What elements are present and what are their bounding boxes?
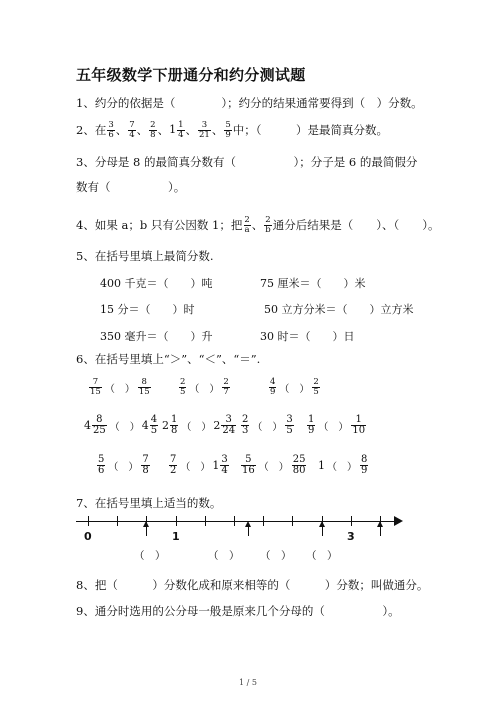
q5-item-3: 15 分＝（ ）时 [100,303,195,316]
number-line [76,521,398,522]
fraction-denominator: 6 [108,129,114,140]
fraction-numerator: 4 [150,414,158,425]
q2-separator: 、 [185,123,198,137]
fraction [128,121,135,139]
comparison-item [240,455,307,476]
comparison-blank: （ ） [252,422,283,433]
fraction [198,121,211,139]
fraction [292,455,307,476]
number-line-arrow [394,516,403,526]
fraction-numerator: 1 [171,414,178,425]
fraction-numerator: 5 [98,454,105,465]
comparison-blank: （ ） [181,422,212,433]
fraction-denominator: 8 [150,129,156,140]
number-line-label-3: 3 [347,530,355,543]
fraction-denominator: 21 [199,129,210,140]
q5-item-2: 75 厘米＝（ ）米 [260,277,366,290]
fraction [107,121,114,139]
fraction-numerator: 5 [245,454,252,465]
fraction [285,415,293,436]
fraction-denominator: 5 [150,425,158,436]
fraction-denominator: 5 [180,386,186,397]
fraction-numerator: 8 [96,414,103,425]
fraction-denominator: 4 [129,129,135,140]
comparison-item [162,415,237,436]
number-line-tick [176,516,177,526]
fraction [243,216,250,234]
page-title: 五年级数学下册通分和约分测试题 [76,66,306,84]
fraction-denominator: 80 [292,465,306,476]
comparison-item [168,455,230,476]
q2-prefix: 2、在 [76,123,107,137]
comparison-item [306,415,367,436]
comparison-item [88,378,152,396]
number-line-tick [234,516,235,526]
question-8: 8、把（ ）分数化成和原来相等的（ ）分数；叫做通分。 [76,578,429,592]
fraction-whole: 4 [141,419,149,432]
number-line-tick [205,516,206,526]
fraction [307,415,315,436]
number-line-tick [351,516,352,526]
fraction [220,455,228,476]
fraction [92,415,107,436]
fraction-denominator: 25 [93,425,106,436]
fraction [241,415,249,436]
q2-suffix: 中；（ ）是最简真分数。 [232,123,389,137]
fraction [170,415,178,436]
fraction-numerator: 2 [265,215,271,225]
q2-separator: 、 [136,123,149,137]
number-line-blank: （ ） [208,550,240,562]
fraction-numerator: 2 [244,215,250,225]
fraction [224,121,231,139]
fraction [169,455,177,476]
comparison-blank: （ ） [258,462,289,473]
number-line-tick [146,516,147,526]
fraction [360,455,368,476]
fraction [312,378,319,396]
fraction-whole: 1 [212,459,220,472]
fraction-numerator: 3 [221,454,228,465]
fraction-denominator: 6 [98,465,105,476]
number-line-tick [117,516,118,526]
fraction-numerator: 2 [223,377,229,387]
fraction [222,378,229,396]
comparison-item [84,415,159,436]
fraction-numerator: 8 [141,377,147,387]
number-line-tick [263,516,264,526]
comparison-item [240,415,295,436]
comparison-blank: （ ） [189,383,220,395]
comparison-blank: （ ） [327,462,357,473]
fraction-denominator: 5 [313,386,319,397]
number-line-tick [322,516,323,526]
comparison-item [178,378,231,396]
q4-prefix: 4、如果 a；b 只有公因数 1；把 [76,218,243,232]
q2-separator: 、 [115,123,128,137]
number-line-tick [88,516,89,526]
fraction [269,378,276,396]
fraction [149,121,156,139]
fraction-numerator: 7 [142,454,149,465]
fraction-whole: 4 [84,419,91,432]
fraction-denominator: 9 [361,465,368,476]
question-7: 7、在括号里填上适当的数。 [76,496,222,510]
fraction-denominator: 2 [170,465,177,476]
fraction-whole: 1 [318,459,325,472]
fraction-denominator: a [244,224,250,235]
question-1: 1、约分的依据是（ ）；约分的结果通常要得到（ ）分数。 [76,96,423,110]
fraction [150,415,158,436]
number-line-label-1: 1 [172,530,180,543]
fraction-numerator: 7 [170,454,177,465]
page-number: 1 / 5 [239,678,257,687]
fraction-denominator: 8 [171,425,178,436]
number-line-label-0: 0 [84,530,92,543]
q2-separator: 、 [157,123,170,137]
q2-separator: 、 [211,123,224,137]
fraction-numerator: 1 [308,414,315,425]
fraction-numerator: 2 [150,120,156,130]
fraction-denominator: 9 [225,129,231,140]
fraction [221,415,236,436]
fraction-numerator: 1 [355,414,362,425]
number-line-blank: （ ） [134,550,166,562]
q5-item-6: 30 时＝（ ）日 [260,330,355,343]
fraction-whole: 2 [213,419,221,432]
fraction [138,378,151,396]
number-line-pointer [248,524,249,536]
fraction-denominator: 15 [90,386,101,397]
fraction-numerator: 2 [313,377,319,387]
fraction-numerator: 2 [180,377,186,387]
fraction-numerator: 7 [129,120,135,130]
comparison-item [96,455,151,476]
fraction-denominator: 8 [142,465,149,476]
fraction [179,378,186,396]
fraction-denominator: 5 [286,425,293,436]
question-3-line-2: 数有（ ）。 [76,180,186,194]
q5-item-1: 400 千克＝（ ）吨 [100,277,213,290]
fraction-numerator: 2 [242,414,249,425]
fraction-numerator: 8 [361,454,368,465]
fraction-numerator: 4 [270,377,276,387]
q4-suffix: 通分后结果是（ ）、（ ）。 [272,218,440,232]
question-3-line-1: 3、分母是 8 的最简真分数有（ ）；分子是 6 的最简假分 [76,155,418,169]
question-9: 9、通分时选用的公分母一般是原来几个分母的（ ）。 [76,604,400,618]
fraction-denominator: 24 [222,425,236,436]
comparison-blank: （ ） [104,383,135,395]
fraction-denominator: 16 [242,465,255,476]
fraction-denominator: 15 [138,386,150,397]
fraction-denominator: 10 [352,425,366,436]
fraction-numerator: 3 [108,120,114,130]
fraction-numerator: 1 [178,120,184,130]
fraction [241,455,256,476]
fraction [141,455,149,476]
fraction [97,455,105,476]
fraction-denominator: 9 [270,386,276,397]
comparison-blank: （ ） [108,462,139,473]
fraction [351,415,366,436]
fraction-denominator: 9 [308,425,315,436]
number-line-tick [380,516,381,526]
comparison-blank: （ ） [279,383,310,395]
fraction-denominator: b [265,224,271,235]
fraction [89,378,102,396]
fraction-denominator: 3 [242,425,249,436]
fraction-whole: 1 [169,123,177,136]
q5-item-5: 350 毫升＝（ ）升 [100,330,213,343]
fraction-numerator: 7 [92,377,99,387]
question-6: 6、在括号里填上“＞”、“＜”、“＝”. [76,352,261,366]
fraction [177,121,184,139]
fraction-numerator: 25 [292,454,306,465]
question-4 [76,216,439,234]
comparison-blank: （ ） [180,462,211,473]
fraction-numerator: 5 [225,120,231,130]
comparison-item [268,378,321,396]
fraction-denominator: 4 [178,129,184,140]
fraction-whole: 2 [162,419,169,432]
question-5: 5、在括号里填上最简分数. [76,249,214,263]
q5-item-4: 50 立方分米＝（ ）立方米 [264,303,414,316]
question-2 [76,121,388,139]
fraction-numerator: 3 [286,414,293,425]
number-line-blank: （ ） [306,550,338,562]
fraction [264,216,271,234]
q4-separator: 、 [251,218,264,232]
fraction-denominator: 7 [223,386,229,397]
comparison-blank: （ ） [318,422,349,433]
number-line-blank: （ ） [260,550,292,562]
fraction-numerator: 3 [201,120,208,130]
comparison-blank: （ ） [109,422,140,433]
comparison-item [318,455,369,476]
number-line-tick [292,516,293,526]
fraction-numerator: 3 [225,414,232,425]
fraction-denominator: 4 [221,465,228,476]
